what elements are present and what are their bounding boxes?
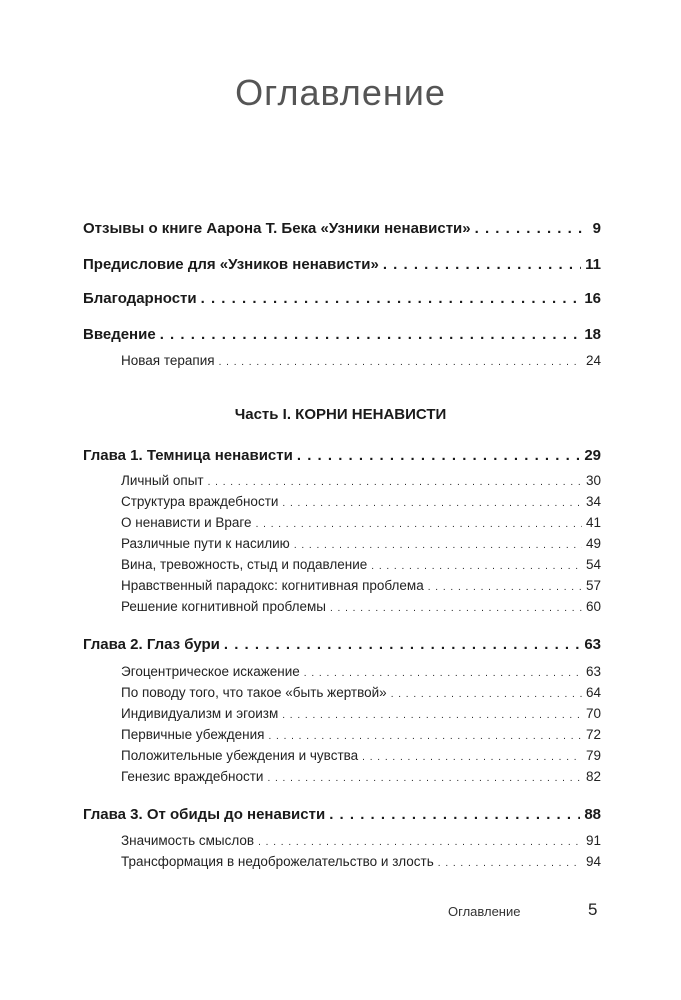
toc-subentry-page: 79 bbox=[585, 748, 601, 763]
leader-dots bbox=[219, 357, 582, 368]
toc-subentry-label: Личный опыт bbox=[121, 473, 204, 488]
toc-entry-page: 18 bbox=[584, 326, 601, 343]
toc-subentry[interactable] bbox=[121, 599, 601, 614]
toc-subentry-page: 57 bbox=[585, 578, 601, 593]
toc-entry-label: Благодарности bbox=[83, 290, 197, 307]
toc-subentry-label: По поводу того, что такое «быть жертвой» bbox=[121, 685, 387, 700]
leader-dots bbox=[391, 689, 582, 700]
toc-subentry-page: 49 bbox=[585, 536, 601, 551]
toc-subentry[interactable] bbox=[121, 748, 601, 763]
toc-subentry[interactable] bbox=[121, 536, 601, 551]
toc-entry-page: 16 bbox=[584, 290, 601, 307]
toc-entry-reviews[interactable] bbox=[83, 220, 601, 237]
toc-subentry-label: Нравственный парадокс: когнитивная проблема bbox=[121, 578, 424, 593]
toc-subentry-label: Генезис враждебности bbox=[121, 769, 264, 784]
leader-dots bbox=[330, 603, 582, 614]
toc-entry-label: Введение bbox=[83, 326, 156, 343]
toc-subentry-label: Индивидуализм и эгоизм bbox=[121, 706, 279, 721]
toc-subentry-label: Различные пути к насилию bbox=[121, 536, 290, 551]
toc-subentry-page: 72 bbox=[585, 727, 601, 742]
leader-dots bbox=[160, 326, 581, 343]
toc-subentry-page: 94 bbox=[585, 854, 601, 869]
toc-subentry-label: Трансформация в недоброжелательство и злость bbox=[121, 854, 434, 869]
toc-chapter-label: Глава 2. Глаз бури bbox=[83, 636, 220, 653]
toc-chapter-2[interactable] bbox=[83, 636, 601, 653]
toc-chapter-1[interactable] bbox=[83, 447, 601, 464]
leader-dots bbox=[297, 447, 580, 464]
toc-chapter-3[interactable] bbox=[83, 806, 601, 823]
toc-entry-acknowledgements[interactable] bbox=[83, 290, 601, 307]
leader-dots bbox=[208, 477, 582, 488]
leader-dots bbox=[438, 858, 582, 869]
running-footer-label: Оглавление bbox=[448, 904, 521, 919]
toc-subentry[interactable] bbox=[121, 706, 601, 721]
leader-dots bbox=[282, 710, 582, 721]
leader-dots bbox=[201, 290, 581, 307]
toc-chapter-page: 63 bbox=[584, 636, 601, 653]
toc-entry-introduction[interactable] bbox=[83, 326, 601, 343]
leader-dots bbox=[428, 582, 582, 593]
toc-subentry-label: Вина, тревожность, стыд и подавление bbox=[121, 557, 368, 572]
toc-subentry-page: 63 bbox=[585, 664, 601, 679]
toc-subentry-page: 41 bbox=[585, 515, 601, 530]
toc-subentry-page: 34 bbox=[585, 494, 601, 509]
leader-dots bbox=[267, 773, 582, 784]
toc-subentry[interactable] bbox=[121, 769, 601, 784]
toc-subentry[interactable] bbox=[121, 578, 601, 593]
toc-subentry[interactable] bbox=[121, 353, 601, 368]
toc-subentry[interactable] bbox=[121, 685, 601, 700]
toc-subentry[interactable] bbox=[121, 664, 601, 679]
toc-subentry-page: 24 bbox=[585, 353, 601, 368]
toc-subentry-label: Эгоцентрическое искажение bbox=[121, 664, 300, 679]
page-title: Оглавление bbox=[235, 72, 446, 113]
toc-subentry-page: 64 bbox=[585, 685, 601, 700]
toc-chapter-page: 88 bbox=[584, 806, 601, 823]
toc-subentry[interactable] bbox=[121, 727, 601, 742]
toc-subentry[interactable] bbox=[121, 515, 601, 530]
toc-subentry-page: 82 bbox=[585, 769, 601, 784]
toc-subentry[interactable] bbox=[121, 473, 601, 488]
leader-dots bbox=[282, 498, 582, 509]
toc-subentry-label: Первичные убеждения bbox=[121, 727, 265, 742]
leader-dots bbox=[258, 837, 582, 848]
toc-subentry-label: О ненависти и Враге bbox=[121, 515, 252, 530]
leader-dots bbox=[256, 519, 582, 530]
toc-subentry-label: Структура враждебности bbox=[121, 494, 279, 509]
toc-subentry-label: Положительные убеждения и чувства bbox=[121, 748, 359, 763]
toc-subentry[interactable] bbox=[121, 494, 601, 509]
leader-dots bbox=[383, 256, 581, 273]
leader-dots bbox=[304, 668, 582, 679]
toc-chapter-label: Глава 3. От обиды до ненависти bbox=[83, 806, 326, 823]
toc-subentry-page: 54 bbox=[585, 557, 601, 572]
leader-dots bbox=[294, 540, 582, 551]
toc-entry-label: Предисловие для «Узников ненависти» bbox=[83, 256, 379, 273]
toc-entry-page: 9 bbox=[592, 220, 601, 237]
leader-dots bbox=[224, 636, 580, 653]
part-heading: Часть I. КОРНИ НЕНАВИСТИ bbox=[234, 406, 447, 423]
toc-entry-label: Отзывы о книге Аарона Т. Бека «Узники ненависти» bbox=[83, 220, 471, 237]
toc-subentry[interactable] bbox=[121, 833, 601, 848]
toc-entry-page: 11 bbox=[585, 256, 601, 273]
leader-dots bbox=[268, 731, 582, 742]
toc-subentry[interactable] bbox=[121, 557, 601, 572]
toc-subentry-page: 60 bbox=[585, 599, 601, 614]
leader-dots bbox=[475, 220, 589, 237]
toc-subentry[interactable] bbox=[121, 854, 601, 869]
leader-dots bbox=[362, 752, 582, 763]
page-number: 5 bbox=[588, 900, 598, 919]
toc-subentry-page: 30 bbox=[585, 473, 601, 488]
toc-subentry-page: 91 bbox=[585, 833, 601, 848]
toc-subentry-label: Новая терапия bbox=[121, 353, 215, 368]
toc-entry-preface[interactable] bbox=[83, 256, 601, 273]
toc-subentry-label: Решение когнитивной проблемы bbox=[121, 599, 326, 614]
toc-chapter-page: 29 bbox=[584, 447, 601, 464]
leader-dots bbox=[371, 561, 582, 572]
toc-subentry-label: Значимость смыслов bbox=[121, 833, 255, 848]
toc-subentry-page: 70 bbox=[585, 706, 601, 721]
toc-chapter-label: Глава 1. Темница ненависти bbox=[83, 447, 293, 464]
leader-dots bbox=[329, 806, 580, 823]
